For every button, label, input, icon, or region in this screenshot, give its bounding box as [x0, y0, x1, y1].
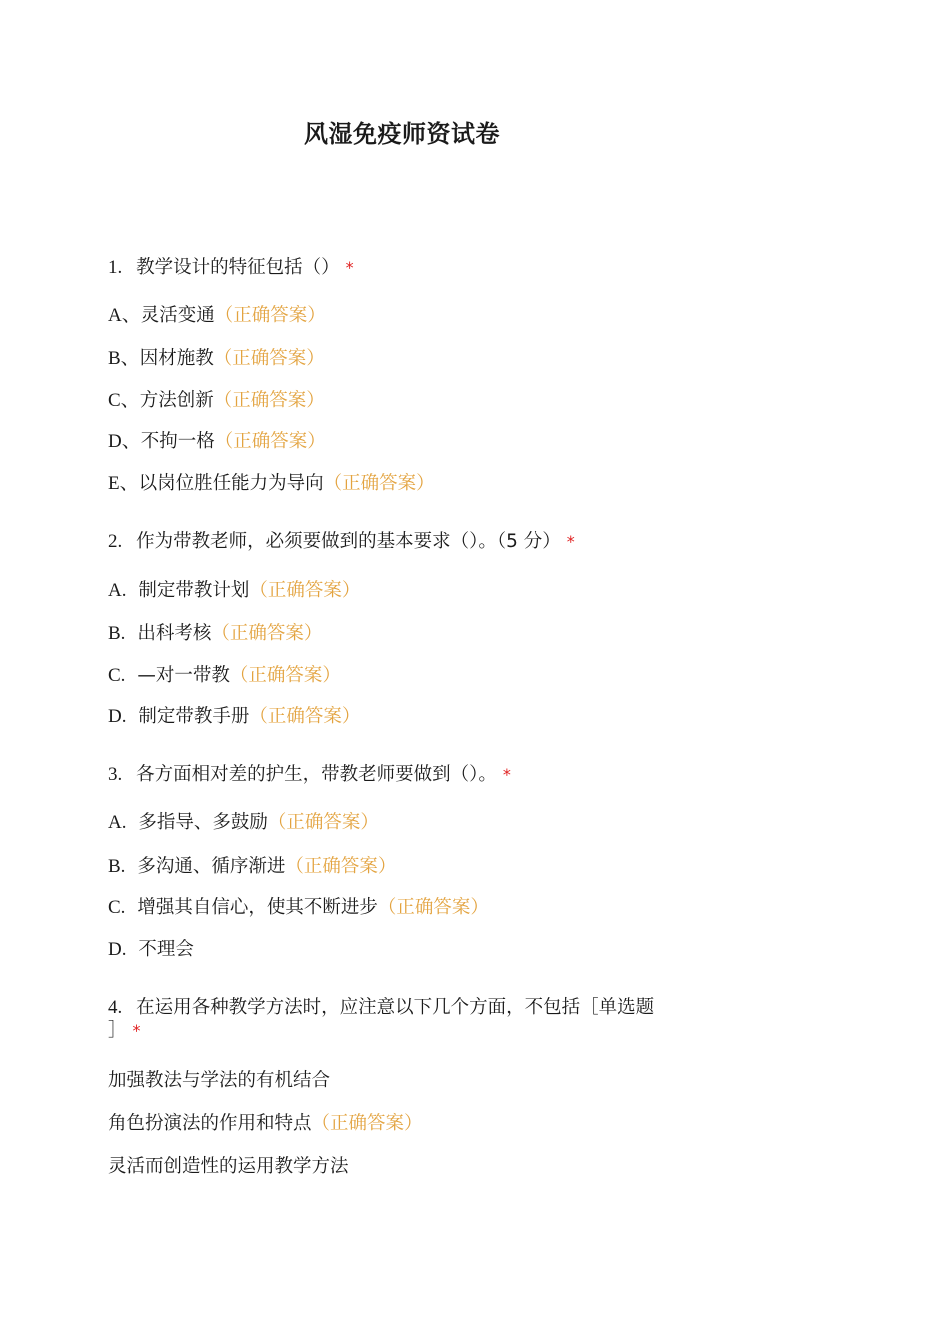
option-3a: [108, 811, 379, 835]
option-4c: [108, 1155, 349, 1179]
option-2d: [108, 705, 360, 729]
option-1e: [108, 472, 435, 496]
page-title: 风湿免疫师资试卷: [304, 120, 500, 148]
option-label: C.: [108, 897, 126, 918]
option-label: D、: [108, 431, 141, 452]
question-number: 3.: [108, 764, 123, 785]
option-text: 制定带教计划: [138, 580, 250, 601]
option-text: —对一带教: [137, 665, 230, 686]
option-text: 以岗位胜任能力为导向: [138, 473, 324, 494]
question-text-line1: 在运用各种教学方法时，应注意以下几个方面，不包括［单选题: [136, 997, 655, 1018]
option-2a: [108, 579, 360, 603]
option-text: 方法创新: [139, 390, 214, 411]
option-label: B.: [108, 623, 126, 644]
correct-answer-tag: （正确答案）: [249, 706, 361, 727]
required-mark: *: [502, 765, 511, 784]
question-4-continuation: [108, 1019, 141, 1043]
correct-answer-tag: （正确答案）: [214, 431, 326, 452]
option-label: C、: [108, 390, 140, 411]
option-label: D.: [108, 706, 127, 727]
option-text: 灵活而创造性的运用教学方法: [108, 1156, 349, 1177]
correct-answer-tag: （正确答案）: [377, 897, 489, 918]
option-label: A、: [108, 305, 141, 326]
required-mark: *: [566, 532, 575, 551]
question-text: 作为带教老师，必须要做到的基本要求（）。（5 分）: [136, 531, 561, 552]
question-number: 2.: [108, 531, 123, 552]
correct-answer-tag: （正确答案）: [323, 473, 435, 494]
option-4b: [108, 1112, 423, 1136]
required-mark: *: [345, 258, 354, 277]
option-text: 加强教法与学法的有机结合: [108, 1070, 331, 1091]
option-2c: [108, 664, 341, 688]
question-3: [108, 763, 511, 787]
option-text: 角色扮演法的作用和特点: [108, 1113, 312, 1134]
option-label: C.: [108, 665, 126, 686]
option-text: 出科考核: [137, 623, 212, 644]
option-label: B.: [108, 856, 126, 877]
correct-answer-tag: （正确答案）: [211, 623, 323, 644]
option-text: 制定带教手册: [138, 706, 250, 727]
option-text: 多指导、多鼓励: [138, 812, 268, 833]
correct-answer-tag: （正确答案）: [214, 305, 326, 326]
correct-answer-tag: （正确答案）: [249, 580, 361, 601]
option-1d: [108, 430, 326, 454]
question-4: [108, 996, 654, 1020]
required-mark: *: [132, 1021, 141, 1040]
correct-answer-tag: （正确答案）: [213, 348, 325, 369]
correct-answer-tag: （正确答案）: [267, 812, 379, 833]
option-1c: [108, 389, 325, 413]
option-text: 灵活变通: [140, 305, 215, 326]
option-4a: [108, 1069, 330, 1093]
option-3d: [108, 938, 194, 962]
option-2b: [108, 622, 322, 646]
correct-answer-tag: （正确答案）: [229, 665, 341, 686]
question-number: 4.: [108, 997, 123, 1018]
option-label: A.: [108, 580, 127, 601]
option-3b: [108, 855, 396, 879]
option-text: 不拘一格: [140, 431, 215, 452]
option-1a: [108, 304, 326, 328]
question-text: 各方面相对差的护生，带教老师要做到（）。: [136, 764, 497, 785]
option-3c: [108, 896, 489, 920]
question-number: 1.: [108, 257, 123, 278]
option-1b: [108, 347, 325, 371]
option-text: 增强其自信心，使其不断进步: [137, 897, 378, 918]
option-label: A.: [108, 812, 127, 833]
question-text-line2: ］: [108, 1020, 127, 1041]
correct-answer-tag: （正确答案）: [213, 390, 325, 411]
option-label: B、: [108, 348, 140, 369]
correct-answer-tag: （正确答案）: [311, 1113, 423, 1134]
question-1: [108, 256, 354, 280]
option-text: 不理会: [138, 939, 194, 960]
option-text: 因材施教: [139, 348, 214, 369]
option-text: 多沟通、循序渐进: [137, 856, 286, 877]
option-label: D.: [108, 939, 127, 960]
question-text: 教学设计的特征包括（）: [136, 257, 340, 278]
option-label: E、: [108, 473, 139, 494]
question-2: [108, 530, 575, 554]
correct-answer-tag: （正确答案）: [285, 856, 397, 877]
